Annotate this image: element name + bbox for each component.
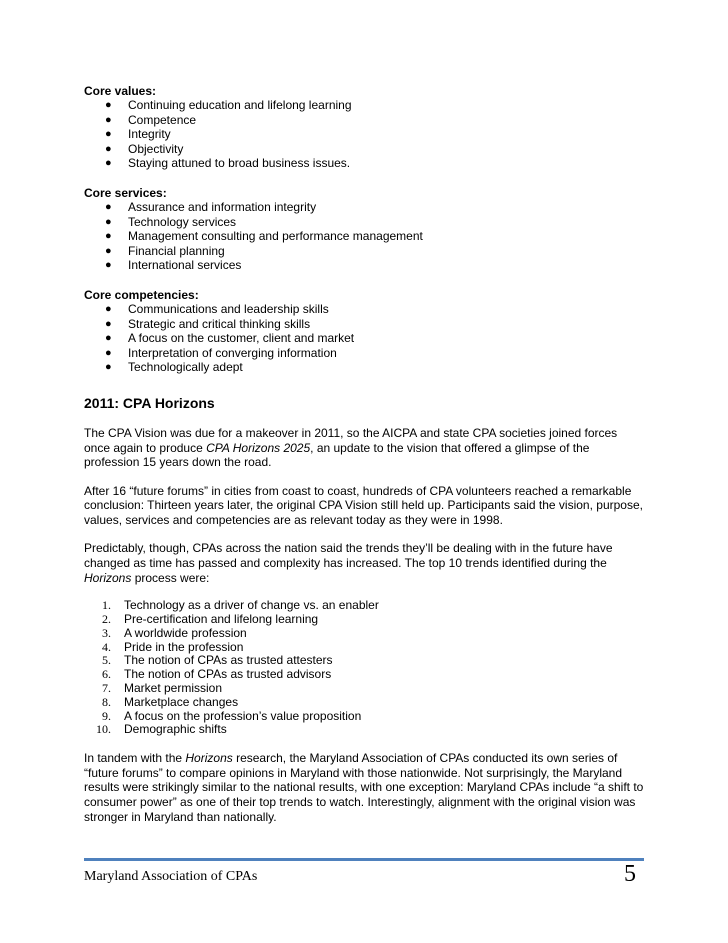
list-item: ● Technologically adept <box>105 360 243 375</box>
section-heading: 2011: CPA Horizons <box>84 394 215 411</box>
bullet-icon: ● <box>105 361 112 374</box>
list-item: ● Management consulting and performance management <box>105 229 423 244</box>
core-services-list <box>84 200 646 273</box>
core-values-list <box>84 98 646 171</box>
list-item: ● Strategic and critical thinking skills <box>105 316 311 331</box>
list-item: 10. Demographic shifts <box>96 722 227 737</box>
bullet-icon: ● <box>105 317 112 330</box>
footer-rule <box>84 858 644 861</box>
paragraph-3: Predictably, though, CPAs across the nation said the trends they’ll be dealing with in the future have changed as time has passed and complexity has increased. The top 10 trends identified during the Horizons process were: <box>84 541 613 585</box>
core-values-title: Core values: <box>84 84 157 98</box>
list-item: 3. A worldwide profession <box>102 625 247 640</box>
bullet-icon: ● <box>105 142 112 155</box>
list-item: 7. Market permission <box>102 681 223 696</box>
footer-org: Maryland Association of CPAs <box>84 869 258 884</box>
document-page <box>84 84 646 824</box>
list-item: ● Interpretation of converging information <box>105 345 337 360</box>
list-item: ● Technology services <box>105 214 237 229</box>
bullet-icon: ● <box>105 157 112 170</box>
list-item: ● Continuing education and lifelong learning <box>105 98 352 112</box>
list-item: ● Communications and leadership skills <box>105 301 329 316</box>
list-item: 8. Marketplace changes <box>102 694 239 709</box>
bullet-icon: ● <box>105 230 112 243</box>
list-item: ● A focus on the customer, client and market <box>105 331 355 346</box>
list-item: 5. The notion of CPAs as trusted attesters <box>102 653 333 668</box>
paragraph-1: The CPA Vision was due for a makeover in 2011, so the AICPA and state CPA societies joined forces once again to produce CPA Horizons 2025, an update to the vision that offered a glimpse of the profession 15 years down the road. <box>84 425 618 470</box>
paragraph-4: In tandem with the Horizons research, the Maryland Association of CPAs conducted its own series of “future forums” to compare opinions in Maryland with those nationwide. Not surprisingly, the Maryland results were strikingly similar to the national results, with one exception: Maryland CPAs include “a shift to consumer power” as one of their top trends to watch. Interestingly, alignment with the original vision was stronger in Maryland than nationally. <box>84 751 644 824</box>
bullet-icon: ● <box>105 346 112 359</box>
page-number: 5 <box>624 861 636 887</box>
bullet-icon: ● <box>105 332 112 345</box>
bullet-icon: ● <box>105 215 112 228</box>
list-item: 1. Technology as a driver of change vs. an enabler <box>102 598 379 613</box>
paragraph-2: After 16 “future forums” in cities from coast to coast, hundreds of CPA volunteers reached a remarkable conclusion: Thirteen years later, the original CPA Vision still held up. Participants said the vision, purpose, values, services and competencies are as relevant today as they were in 1998. <box>84 483 643 527</box>
core-competencies-title: Core competencies: <box>84 287 199 302</box>
bullet-icon: ● <box>105 259 112 272</box>
list-item: ● Competence <box>105 112 197 127</box>
list-item: 9. A focus on the profession’s value proposition <box>102 708 362 723</box>
list-item: 6. The notion of CPAs as trusted advisors <box>102 667 332 682</box>
bullet-icon: ● <box>105 302 112 315</box>
core-services-title: Core services: <box>84 185 167 200</box>
list-item: 2. Pre-certification and lifelong learning <box>102 612 319 627</box>
core-services-block <box>84 186 646 273</box>
core-values-block <box>84 84 646 171</box>
list-item: ● International services <box>105 258 242 273</box>
list-item: ● Integrity <box>105 127 171 142</box>
bullet-icon: ● <box>105 200 112 213</box>
bullet-icon: ● <box>105 128 112 141</box>
list-item: ● Financial planning <box>105 243 225 258</box>
list-item: ● Objectivity <box>105 141 184 156</box>
bullet-icon: ● <box>105 113 112 126</box>
list-item: 4. Pride in the profession <box>102 639 244 654</box>
core-competencies-list <box>84 302 646 375</box>
core-competencies-block <box>84 288 646 375</box>
bullet-icon: ● <box>105 244 112 257</box>
bullet-icon: ● <box>105 99 112 111</box>
trends-list <box>84 599 646 737</box>
list-item: ● Assurance and information integrity <box>105 199 317 214</box>
list-item: ● Staying attuned to broad business issues. <box>105 156 351 171</box>
